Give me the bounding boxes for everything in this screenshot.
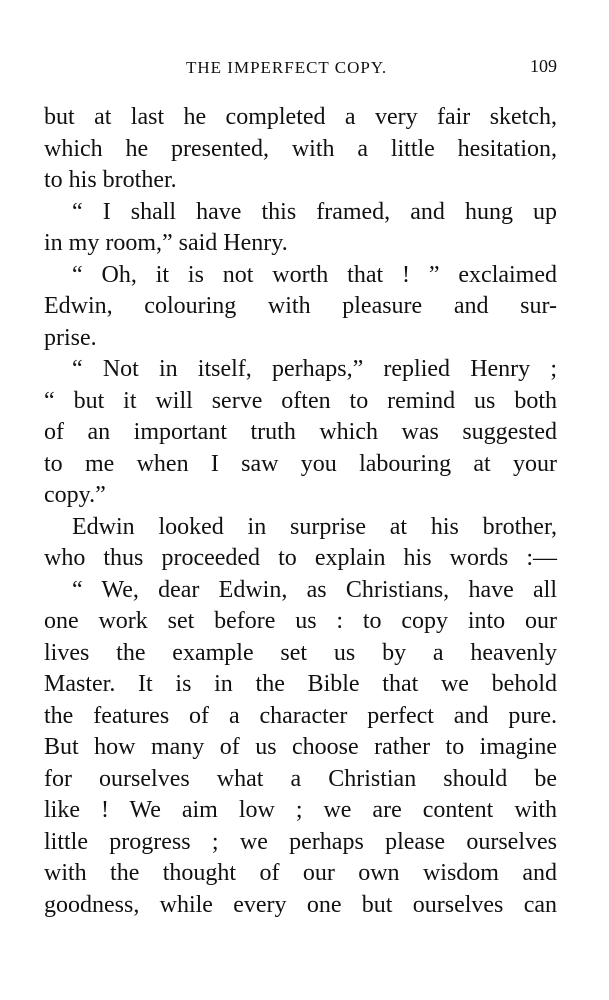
page-header: [44, 58, 557, 84]
text-line: goodness, while every one but ourselves can: [44, 891, 557, 918]
text-line: to me when I saw you labouring at your: [44, 450, 557, 477]
text-line: “ We, dear Edwin, as Christians, have all: [72, 576, 557, 603]
page-number: 109: [530, 56, 557, 76]
text-line: lives the example set us by a heavenly: [44, 639, 557, 666]
text-line: copy.”: [44, 482, 106, 508]
text-line: Edwin looked in surprise at his brother,: [72, 513, 557, 540]
text-line: “ I shall have this framed, and hung up: [72, 198, 557, 225]
text-line: for ourselves what a Christian should be: [44, 765, 557, 792]
text-line: to his brother.: [44, 167, 177, 193]
text-line: the features of a character perfect and pure.: [44, 702, 557, 729]
text-line: which he presented, with a little hesitation,: [44, 135, 557, 162]
running-title: THE IMPERFECT COPY.: [186, 58, 388, 77]
text-line: But how many of us choose rather to imagine: [44, 734, 557, 760]
text-line: “ Oh, it is not worth that ! ” exclaimed: [72, 261, 557, 288]
text-line: in my room,” said Henry.: [44, 230, 288, 256]
text-line: like ! We aim low ; we are content with: [44, 797, 557, 823]
text-line: “ but it will serve often to remind us both: [44, 387, 557, 414]
text-line: of an important truth which was suggested: [44, 419, 557, 445]
body-text: [44, 102, 557, 921]
text-line: who thus proceeded to explain his words :—: [44, 545, 557, 571]
text-line: Edwin, colouring with pleasure and sur-: [44, 293, 557, 319]
text-line: prise.: [44, 324, 97, 351]
text-line: one work set before us : to copy into our: [44, 608, 557, 634]
text-line: little progress ; we perhaps please ourselves: [44, 828, 557, 855]
text-line: but at last he completed a very fair sketch,: [44, 104, 557, 130]
text-line: with the thought of our own wisdom and: [44, 860, 557, 886]
text-line: “ Not in itself, perhaps,” replied Henry ;: [72, 356, 557, 382]
text-line: Master. It is in the Bible that we behold: [44, 671, 557, 697]
